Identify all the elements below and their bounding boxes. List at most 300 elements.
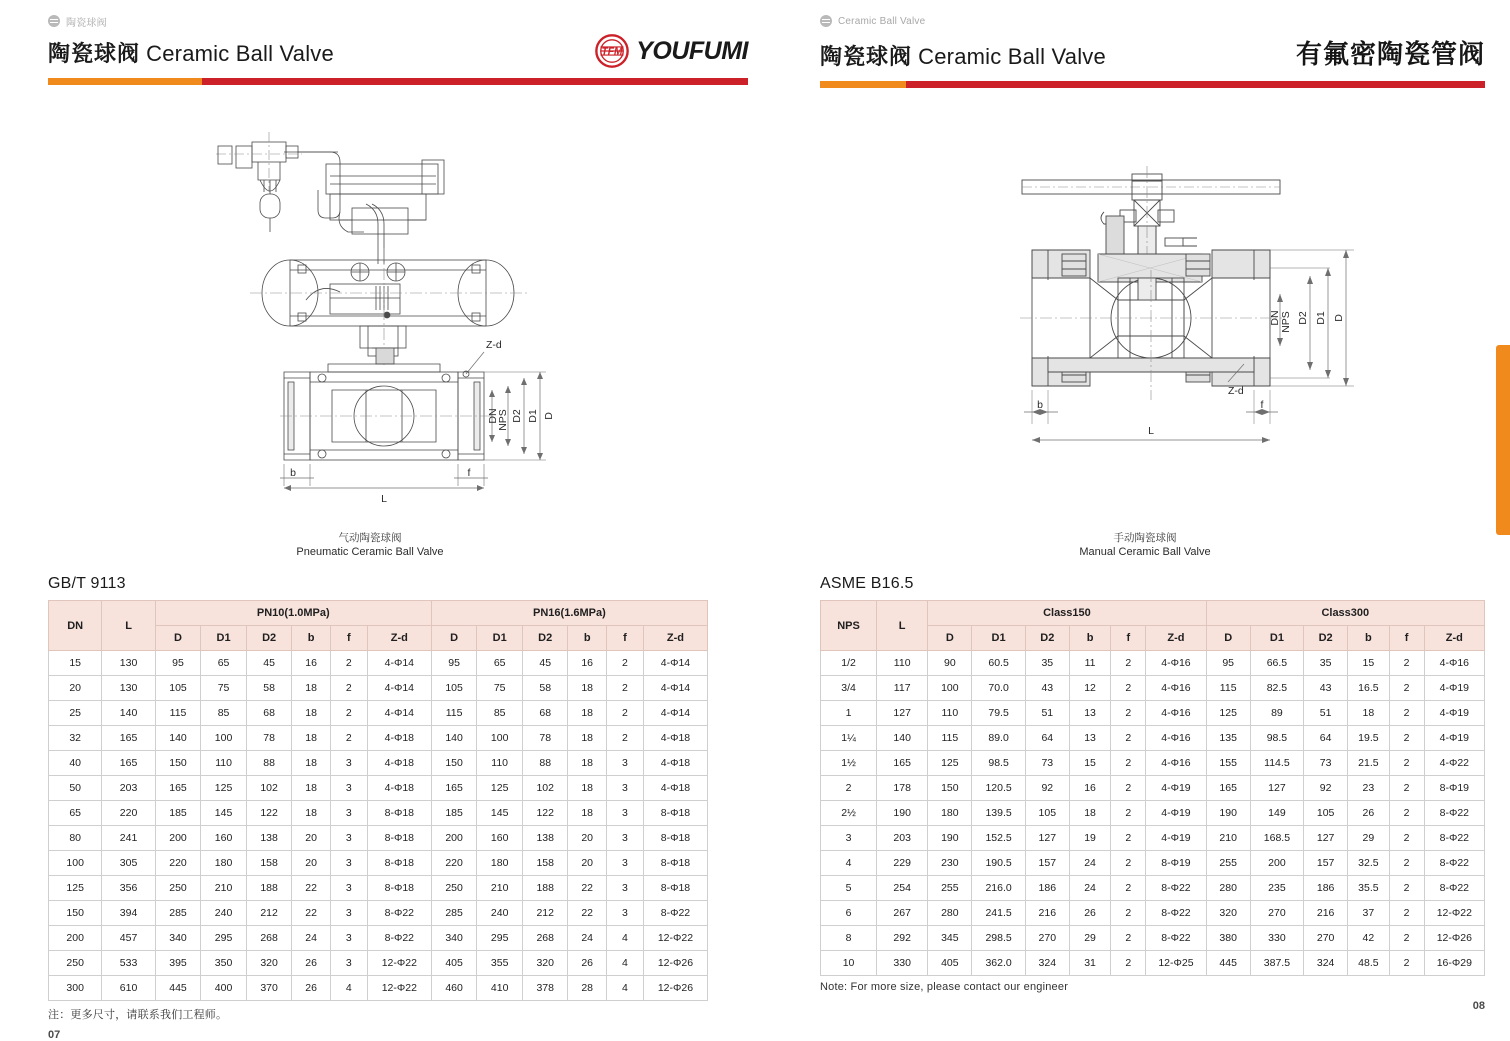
table-cell: 3 (606, 801, 643, 826)
table-cell: 4-Φ19 (1146, 826, 1206, 851)
asme-sub-b-1: b (1069, 626, 1110, 651)
table-cell: 26 (292, 951, 330, 976)
table-cell: 2 (1111, 851, 1146, 876)
table-cell: 190 (877, 801, 928, 826)
dim-label-d1: D1 (1315, 311, 1327, 325)
table-cell: 125 (477, 776, 523, 801)
table-row (49, 876, 708, 901)
table-cell: 130 (102, 651, 155, 676)
table-cell: 190 (1206, 801, 1250, 826)
asme-table-note: Note: For more size, please contact our engineer (820, 981, 1069, 993)
table-cell: 2 (1111, 726, 1146, 751)
table-cell: 22 (292, 901, 330, 926)
gbt-sub-b-2: b (568, 626, 606, 651)
table-cell: 152.5 (972, 826, 1025, 851)
table-cell: 75 (201, 676, 247, 701)
asme-table-body (821, 651, 1485, 976)
table-cell: 4-Φ16 (1146, 701, 1206, 726)
table-cell: 130 (102, 676, 155, 701)
menu-circle-icon (820, 15, 832, 27)
asme-col-l: L (877, 601, 928, 651)
dim-label-l: L (381, 493, 387, 505)
dim-label-d: D (543, 412, 555, 420)
table-cell: 60.5 (972, 651, 1025, 676)
table-cell: 4-Φ14 (643, 701, 707, 726)
asme-table-title: ASME B16.5 (820, 575, 914, 592)
table-cell: 18 (568, 701, 606, 726)
table-cell: 200 (431, 826, 477, 851)
right-page-title (820, 40, 1106, 71)
table-cell: 15 (1348, 651, 1389, 676)
table-row (821, 876, 1485, 901)
menu-circle-icon (48, 15, 60, 27)
asme-sub-d1-1: D1 (972, 626, 1025, 651)
asme-sub-zd-2: Z-d (1424, 626, 1484, 651)
table-cell: 185 (155, 801, 201, 826)
dim-label-d1: D1 (527, 409, 539, 423)
dim-label-zd: Z-d (1228, 385, 1244, 397)
dim-label-zd: Z-d (486, 339, 502, 351)
table-cell: 8-Φ22 (1424, 876, 1484, 901)
table-cell: 4 (330, 976, 367, 1001)
left-title-row (48, 34, 748, 68)
table-cell: 65 (477, 651, 523, 676)
table-cell: 355 (477, 951, 523, 976)
table-cell: 115 (1206, 676, 1250, 701)
table-cell: 32.5 (1348, 851, 1389, 876)
table-cell: 78 (522, 726, 568, 751)
table-cell: 10 (821, 951, 877, 976)
table-cell: 4-Φ18 (367, 776, 431, 801)
gbt-9113-table (48, 600, 708, 1001)
table-cell: 95 (155, 651, 201, 676)
table-cell: 150 (431, 751, 477, 776)
table-cell: 12-Φ26 (1424, 926, 1484, 951)
table-cell: 445 (1206, 951, 1250, 976)
table-row (49, 976, 708, 1001)
table-cell: 8-Φ18 (367, 851, 431, 876)
table-cell: 120.5 (972, 776, 1025, 801)
dim-label-d: D (1333, 314, 1345, 322)
table-cell: 4 (606, 951, 643, 976)
table-cell: 2 (330, 651, 367, 676)
table-cell: 22 (568, 876, 606, 901)
table-cell: 105 (1025, 801, 1069, 826)
table-cell: 2 (606, 701, 643, 726)
table-row (49, 851, 708, 876)
table-cell: 320 (522, 951, 568, 976)
table-cell: 330 (877, 951, 928, 976)
table-cell: 2 (330, 726, 367, 751)
table-cell: 88 (522, 751, 568, 776)
table-cell: 340 (431, 926, 477, 951)
table-cell: 3 (330, 926, 367, 951)
table-cell: 610 (102, 976, 155, 1001)
table-cell: 157 (1025, 851, 1069, 876)
table-cell: 4-Φ18 (367, 751, 431, 776)
table-cell: 73 (1025, 751, 1069, 776)
table-cell: 4-Φ14 (643, 651, 707, 676)
table-cell: 82.5 (1250, 676, 1303, 701)
table-cell: 2 (1111, 876, 1146, 901)
gbt-table-title: GB/T 9113 (48, 575, 126, 592)
table-cell: 2 (1111, 776, 1146, 801)
table-cell: 12-Φ26 (643, 976, 707, 1001)
table-cell: 8-Φ22 (1424, 851, 1484, 876)
asme-col-nps: NPS (821, 601, 877, 651)
table-cell: 268 (246, 926, 292, 951)
table-cell: 4-Φ14 (367, 701, 431, 726)
table-cell: 3 (330, 751, 367, 776)
table-cell: 18 (292, 676, 330, 701)
table-cell: 203 (102, 776, 155, 801)
table-cell: 127 (1304, 826, 1348, 851)
table-cell: 18 (292, 776, 330, 801)
table-cell: 356 (102, 876, 155, 901)
table-cell: 22 (568, 901, 606, 926)
right-header-rule (820, 81, 1485, 88)
table-cell: 8-Φ22 (1146, 876, 1206, 901)
table-cell: 220 (102, 801, 155, 826)
table-cell: 165 (155, 776, 201, 801)
table-cell: 200 (155, 826, 201, 851)
table-cell: 240 (477, 901, 523, 926)
table-cell: 89.0 (972, 726, 1025, 751)
brand-wordmark: YOUFUMI (636, 36, 748, 65)
table-cell: 4-Φ16 (1146, 726, 1206, 751)
table-cell: 35 (1025, 651, 1069, 676)
table-cell: 8-Φ22 (367, 926, 431, 951)
gbt-table-note: 注：更多尺寸，请联系我们工程师。 (48, 1009, 228, 1021)
table-cell: 16-Φ29 (1424, 951, 1484, 976)
table-cell: 145 (201, 801, 247, 826)
table-row (49, 776, 708, 801)
table-cell: 305 (102, 851, 155, 876)
table-cell: 188 (522, 876, 568, 901)
table-cell: 394 (102, 901, 155, 926)
dim-label-b: b (1037, 399, 1043, 411)
table-cell: 2 (1111, 951, 1146, 976)
table-cell: 158 (246, 851, 292, 876)
table-cell: 16 (292, 651, 330, 676)
table-cell: 50 (49, 776, 102, 801)
left-page-title (48, 37, 334, 68)
table-cell: 92 (1304, 776, 1348, 801)
table-cell: 3 (606, 851, 643, 876)
table-cell: 188 (246, 876, 292, 901)
gbt-group-pn16: PN16(1.6MPa) (431, 601, 707, 626)
table-cell: 4-Φ19 (1424, 726, 1484, 751)
table-cell: 8-Φ18 (643, 801, 707, 826)
table-cell: 8-Φ22 (367, 901, 431, 926)
table-cell: 2 (606, 726, 643, 751)
table-cell: 20 (568, 851, 606, 876)
table-cell: 40 (49, 751, 102, 776)
pneumatic-valve-figure (180, 120, 600, 559)
table-row (821, 851, 1485, 876)
table-cell: 405 (431, 951, 477, 976)
table-cell: 3 (330, 801, 367, 826)
table-cell: 26 (292, 976, 330, 1001)
table-cell: 1¼ (821, 726, 877, 751)
table-cell: 4-Φ14 (643, 676, 707, 701)
table-cell: 140 (102, 701, 155, 726)
table-row (821, 901, 1485, 926)
table-cell: 73 (1304, 751, 1348, 776)
asme-table-block (820, 575, 1485, 1012)
table-cell: 387.5 (1250, 951, 1303, 976)
table-cell: 100 (201, 726, 247, 751)
gbt-sub-d2-1: D2 (246, 626, 292, 651)
table-cell: 15 (49, 651, 102, 676)
table-row (821, 676, 1485, 701)
table-cell: 110 (477, 751, 523, 776)
table-row (49, 801, 708, 826)
table-cell: 185 (431, 801, 477, 826)
table-cell: 1½ (821, 751, 877, 776)
table-row (49, 726, 708, 751)
table-cell: 22 (292, 876, 330, 901)
table-cell: 4-Φ18 (643, 726, 707, 751)
table-cell: 2 (330, 701, 367, 726)
asme-sub-d-2: D (1206, 626, 1250, 651)
brand-chinese-name: 有氟密陶瓷管阀 (1295, 39, 1485, 69)
pneumatic-ceramic-ball-valve-drawing (180, 120, 600, 520)
table-cell: 100 (928, 676, 972, 701)
table-cell: 4 (606, 926, 643, 951)
gbt-col-dn: DN (49, 601, 102, 651)
table-cell: 115 (431, 701, 477, 726)
table-cell: 445 (155, 976, 201, 1001)
table-cell: 180 (477, 851, 523, 876)
table-cell: 3 (330, 826, 367, 851)
table-cell: 37 (1348, 901, 1389, 926)
dim-label-l: L (1148, 425, 1154, 437)
table-cell: 216 (1304, 901, 1348, 926)
table-cell: 324 (1304, 951, 1348, 976)
table-cell: 24 (1069, 876, 1110, 901)
table-cell: 12-Φ22 (1424, 901, 1484, 926)
asme-sub-d-1: D (928, 626, 972, 651)
table-cell: 26 (1069, 901, 1110, 926)
gbt-sub-f-2: f (606, 626, 643, 651)
table-cell: 280 (928, 901, 972, 926)
manual-ceramic-ball-valve-drawing (980, 150, 1380, 520)
tfm-logo-icon (595, 34, 629, 68)
table-cell: 125 (1206, 701, 1250, 726)
table-cell: 18 (292, 801, 330, 826)
table-cell: 24 (292, 926, 330, 951)
table-cell: 125 (928, 751, 972, 776)
table-cell: 460 (431, 976, 477, 1001)
right-mini-header (820, 12, 1485, 30)
table-cell: 65 (201, 651, 247, 676)
table-cell: 295 (201, 926, 247, 951)
asme-sub-zd-1: Z-d (1146, 626, 1206, 651)
manual-figure-caption (945, 531, 1345, 560)
gbt-table-block (48, 575, 708, 1041)
asme-group-class300: Class300 (1206, 601, 1484, 626)
table-cell: 270 (1304, 926, 1348, 951)
table-cell: 345 (928, 926, 972, 951)
header-rule-red-segment (906, 81, 1485, 88)
page-right (795, 0, 1510, 1041)
table-cell: 70.0 (972, 676, 1025, 701)
table-cell: 12-Φ22 (367, 976, 431, 1001)
asme-sub-f-1: f (1111, 626, 1146, 651)
table-cell: 8-Φ18 (643, 876, 707, 901)
table-row (49, 826, 708, 851)
table-cell: 19.5 (1348, 726, 1389, 751)
table-row (49, 926, 708, 951)
pneumatic-figure-caption (160, 531, 580, 560)
table-cell: 48.5 (1348, 951, 1389, 976)
table-cell: 29 (1069, 926, 1110, 951)
table-cell: 28 (568, 976, 606, 1001)
table-cell: 2 (1389, 826, 1424, 851)
pneumatic-caption-en: Pneumatic Ceramic Ball Valve (296, 546, 444, 559)
table-cell: 42 (1348, 926, 1389, 951)
table-cell: 66.5 (1250, 651, 1303, 676)
table-cell: 155 (1206, 751, 1250, 776)
table-cell: 114.5 (1250, 751, 1303, 776)
table-cell: 4-Φ18 (367, 726, 431, 751)
table-cell: 51 (1025, 701, 1069, 726)
gbt-sub-d-1: D (155, 626, 201, 651)
table-cell: 12-Φ22 (643, 926, 707, 951)
table-cell: 220 (155, 851, 201, 876)
table-cell: 23 (1348, 776, 1389, 801)
table-row (49, 676, 708, 701)
table-row (821, 701, 1485, 726)
table-cell: 58 (246, 676, 292, 701)
table-cell: 20 (49, 676, 102, 701)
table-cell: 127 (1025, 826, 1069, 851)
table-cell: 330 (1250, 926, 1303, 951)
table-cell: 18 (568, 676, 606, 701)
manual-valve-figure (980, 150, 1380, 559)
table-cell: 165 (877, 751, 928, 776)
table-cell: 8-Φ22 (1424, 826, 1484, 851)
table-cell: 2 (1389, 751, 1424, 776)
table-cell: 24 (1069, 851, 1110, 876)
table-cell: 4-Φ18 (643, 751, 707, 776)
table-cell: 18 (1348, 701, 1389, 726)
table-cell: 3 (330, 901, 367, 926)
table-cell: 210 (477, 876, 523, 901)
table-cell: 4-Φ14 (367, 676, 431, 701)
table-cell: 168.5 (1250, 826, 1303, 851)
table-cell: 35.5 (1348, 876, 1389, 901)
table-cell: 110 (928, 701, 972, 726)
table-cell: 3 (606, 751, 643, 776)
table-cell: 3 (821, 826, 877, 851)
dim-label-dn: DN (487, 408, 499, 424)
table-cell: 127 (877, 701, 928, 726)
table-row (821, 801, 1485, 826)
table-cell: 400 (201, 976, 247, 1001)
table-cell: 122 (246, 801, 292, 826)
orange-side-tab (1496, 345, 1510, 535)
table-cell: 35 (1304, 651, 1348, 676)
table-cell: 13 (1069, 726, 1110, 751)
table-cell: 8-Φ22 (1424, 801, 1484, 826)
table-cell: 190 (928, 826, 972, 851)
table-cell: 100 (477, 726, 523, 751)
table-cell: 18 (568, 726, 606, 751)
table-cell: 25 (49, 701, 102, 726)
table-row (821, 926, 1485, 951)
table-cell: 254 (877, 876, 928, 901)
table-cell: 18 (1069, 801, 1110, 826)
asme-group-class150: Class150 (928, 601, 1206, 626)
dim-label-b: b (290, 467, 296, 479)
table-cell: 78 (246, 726, 292, 751)
table-cell: 1/2 (821, 651, 877, 676)
table-cell: 138 (522, 826, 568, 851)
table-cell: 4-Φ19 (1146, 801, 1206, 826)
right-mini-header-text: Ceramic Ball Valve (838, 15, 926, 27)
table-cell: 267 (877, 901, 928, 926)
table-cell: 216.0 (972, 876, 1025, 901)
table-cell: 1 (821, 701, 877, 726)
table-cell: 4-Φ16 (1146, 651, 1206, 676)
pneumatic-caption-cn: 气动陶瓷球阀 (338, 532, 402, 544)
table-cell: 350 (201, 951, 247, 976)
table-cell: 51 (1304, 701, 1348, 726)
table-cell: 2 (1111, 676, 1146, 701)
table-cell: 115 (928, 726, 972, 751)
table-cell: 4 (821, 851, 877, 876)
table-cell: 203 (877, 826, 928, 851)
table-cell: 3 (330, 951, 367, 976)
manual-caption-cn: 手动陶瓷球阀 (1113, 532, 1177, 544)
table-cell: 3 (606, 901, 643, 926)
table-cell: 140 (877, 726, 928, 751)
table-cell: 98.5 (1250, 726, 1303, 751)
table-cell: 8-Φ22 (643, 901, 707, 926)
table-cell: 378 (522, 976, 568, 1001)
table-cell: 6 (821, 901, 877, 926)
header-rule-orange-segment (820, 81, 906, 88)
table-cell: 4-Φ22 (1424, 751, 1484, 776)
table-cell: 16 (568, 651, 606, 676)
manual-caption-en: Manual Ceramic Ball Valve (1079, 546, 1211, 559)
table-row (49, 951, 708, 976)
table-cell: 2 (606, 676, 643, 701)
asme-header-row-1 (821, 601, 1485, 626)
table-cell: 220 (431, 851, 477, 876)
table-cell: 8-Φ18 (367, 826, 431, 851)
table-cell: 32 (49, 726, 102, 751)
table-cell: 3 (330, 851, 367, 876)
table-cell: 186 (1025, 876, 1069, 901)
table-cell: 180 (928, 801, 972, 826)
table-cell: 117 (877, 676, 928, 701)
table-cell: 12-Φ26 (643, 951, 707, 976)
table-row (821, 776, 1485, 801)
table-cell: 68 (246, 701, 292, 726)
table-cell: 15 (1069, 751, 1110, 776)
asme-sub-b-2: b (1348, 626, 1389, 651)
table-cell: 2 (1111, 801, 1146, 826)
table-row (821, 726, 1485, 751)
table-row (49, 701, 708, 726)
gbt-sub-d1-1: D1 (201, 626, 247, 651)
table-cell: 45 (522, 651, 568, 676)
table-cell: 64 (1304, 726, 1348, 751)
table-cell: 149 (1250, 801, 1303, 826)
